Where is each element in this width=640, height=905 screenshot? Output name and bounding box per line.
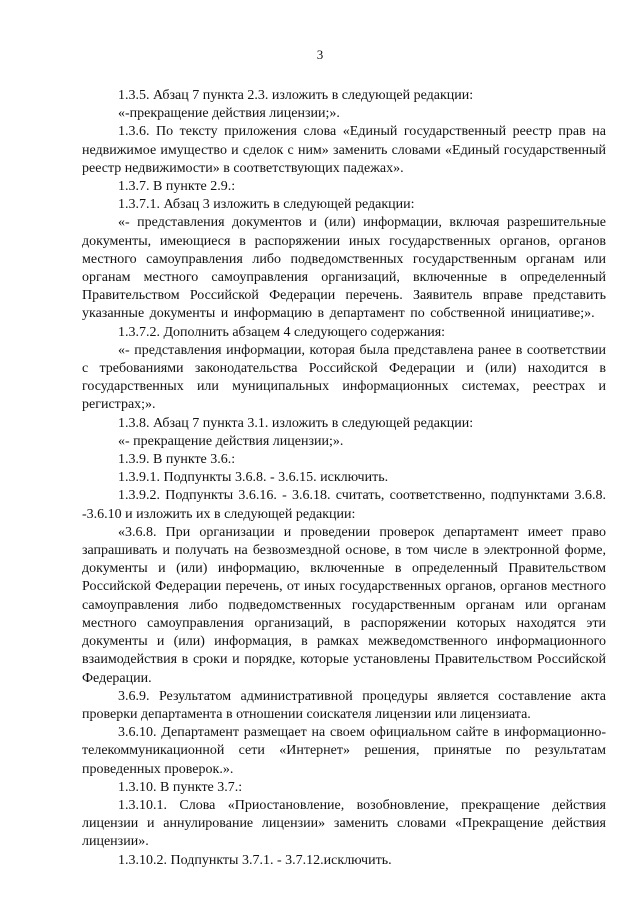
paragraph-1-3-9: 1.3.9. В пункте 3.6.: [118, 452, 236, 468]
paragraph-1-3-6: 1.3.6. По тексту приложения слова «Единый государственный реестр прав на недвижимое имущество и сделок с ним» заменить словами «Единый государственный реестр недвижимости» в соответствующих падежах». [82, 124, 606, 176]
paragraph-3-6-9: 3.6.9. Результатом административной процедуры является составление акта проверки департамента в отношении соискателя лицензии или лицензиата. [82, 688, 606, 722]
paragraph-quote-documents: «- представления документов и (или) информации, включая разрешительные документы, имеющиеся в распоряжении иных государственных органов, органов местного самоуправления либо подведомственных государственным органам или органам местного самоуправления организаций, включенные в определенный Правительством Российской Федерации перечень. Заявитель вправе представить указанные документы и информацию в департамент по собственной инициативе;». [82, 215, 606, 322]
paragraph-1-3-8: 1.3.8. Абзац 7 пункта 3.1. изложить в следующей редакции: [118, 415, 474, 431]
paragraph-1-3-10-1: 1.3.10.1. Слова «Приостановление, возобновление, прекращение действия лицензии и аннулирование лицензии» заменить словами «Прекращение действия лицензии». [82, 797, 606, 850]
paragraph-1-3-5: 1.3.5. Абзац 7 пункта 2.3. изложить в следующей редакции: [118, 88, 474, 103]
page-number: 3 [316, 47, 324, 62]
paragraph-1-3-9-1: 1.3.9.1. Подпункты 3.6.8. - 3.6.15. исключить. [118, 470, 389, 486]
paragraph-1-3-7: 1.3.7. В пункте 2.9.: [118, 179, 236, 195]
paragraph-1-3-7-2: 1.3.7.2. Дополнить абзацем 4 следующего содержания: [118, 324, 446, 340]
paragraph-quote-information: «- представления информации, которая была представлена ранее в соответствии с требованиями законодательства Российской Федерации и (или) находится в государственных или муниципальных информационных системах, реестрах и регистрах;». [82, 342, 606, 413]
paragraph-3-6-10: 3.6.10. Департамент размещает на своем официальном сайте в информационно-телекоммуникационной сети «Интернет» решения, принятые по результатам проведенных проверок.». [82, 725, 606, 777]
document-body [82, 87, 606, 870]
paragraph-1-3-10: 1.3.10. В пункте 3.7.: [118, 779, 243, 795]
paragraph-quote-license-2: «- прекращение действия лицензии;». [118, 433, 344, 449]
paragraph-1-3-10-2: 1.3.10.2. Подпункты 3.7.1. - 3.7.12.исключить. [118, 852, 392, 868]
paragraph-3-6-8: «3.6.8. При организации и проведении проверок департамент имеет право запрашивать и получать на безвозмездной основе, в том числе в электронной форме, документы и (или) информацию, включенные в определенный Правительством Российской Федерации перечень, от иных государственных органов, органов местного самоуправления либо подведомственных государственным органам или органам местного самоуправления организаций, в распоряжении которых находятся эти документы и (или) информация, в рамках межведомственного информационного взаимодействия в сроки и порядке, которые установлены Правительством Российской Федерации. [82, 524, 606, 686]
paragraph-quote-license: «-прекращение действия лицензии;». [118, 106, 340, 122]
paragraph-1-3-7-1: 1.3.7.1. Абзац 3 изложить в следующей редакции: [118, 197, 415, 213]
paragraph-1-3-9-2: 1.3.9.2. Подпункты 3.6.16. - 3.6.18. считать, соответственно, подпунктами 3.6.8. -3.6.10 и изложить их в следующей редакции: [82, 488, 606, 522]
